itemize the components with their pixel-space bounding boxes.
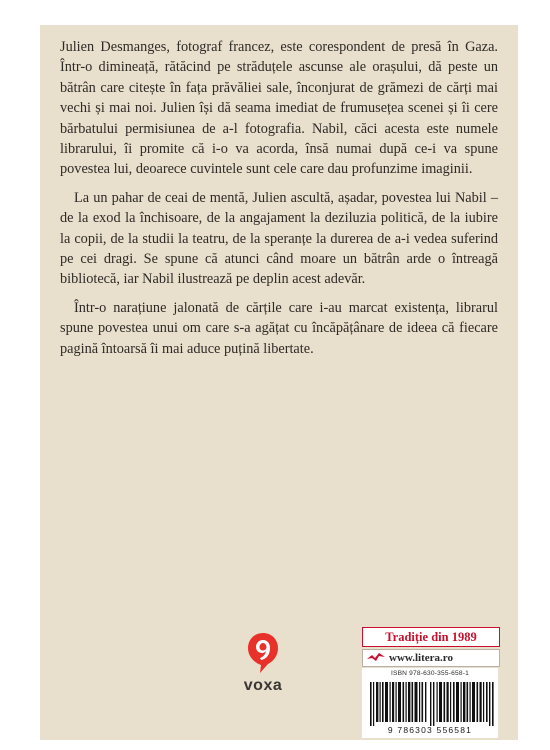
- blurb-paragraph-1: Julien Desmanges, fotograf francez, este corespondent de presă în Gaza. Într-o dimineață, rătăcind pe străduțele ascunse ale orașului, dă peste un bătrân care citește în fața prăvăliei sale, înconjurat de grămezi de cărți mai vechi și mai noi. Julien își dă seama imediat de frumusețea scenei și îi cere bărbatului permisiunea de a-l fotografia. Nabil, căci acesta este numele librarului, îi promite că i-o va acorda, însă numai după ce-i va spune povestea lui, deoarece cuvintele sunt cele care dau profunzime imaginii.: [60, 39, 498, 178]
- barcode-digits: 9 786303 556581: [387, 725, 473, 735]
- publisher-site-text: www.litera.ro: [389, 652, 453, 664]
- publisher-logo-word: voxa: [243, 677, 283, 694]
- publisher-tagline: Tradiție din 1989: [362, 627, 500, 647]
- publisher-site: [362, 649, 500, 667]
- isbn-label: ISBN 978-630-355-658-1: [362, 668, 498, 680]
- litera-bird-logo-icon: [367, 653, 385, 663]
- barcode: [362, 680, 498, 738]
- barcode-bars: [370, 682, 494, 726]
- publisher-logo: [238, 632, 288, 698]
- blurb-paragraph-3: Într-o narațiune jalonată de cărțile care i-au marcat existența, librarul spune povestea unui om care s-a agățat cu încăpățânare de ideea că fiecare pagină întoarsă îi mai aduce puțină libertate.: [60, 299, 498, 357]
- voxa-speech-mark-icon: [247, 632, 279, 674]
- blurb-paragraph-2: La un pahar de ceai de mentă, Julien ascultă, așadar, povestea lui Nabil – de la exod la închisoare, de la angajament la deziluzia politică, de la iubire la copii, de la studii la teatru, de la speranțe la durerea de a-i vedea suferind pe cei dragi. Se spune că atunci când moare un bătrân arde o întreagă bibliotecă, iar Nabil ilustrează pe deplin acest adevăr.: [60, 189, 498, 288]
- blurb-text: [60, 37, 498, 367]
